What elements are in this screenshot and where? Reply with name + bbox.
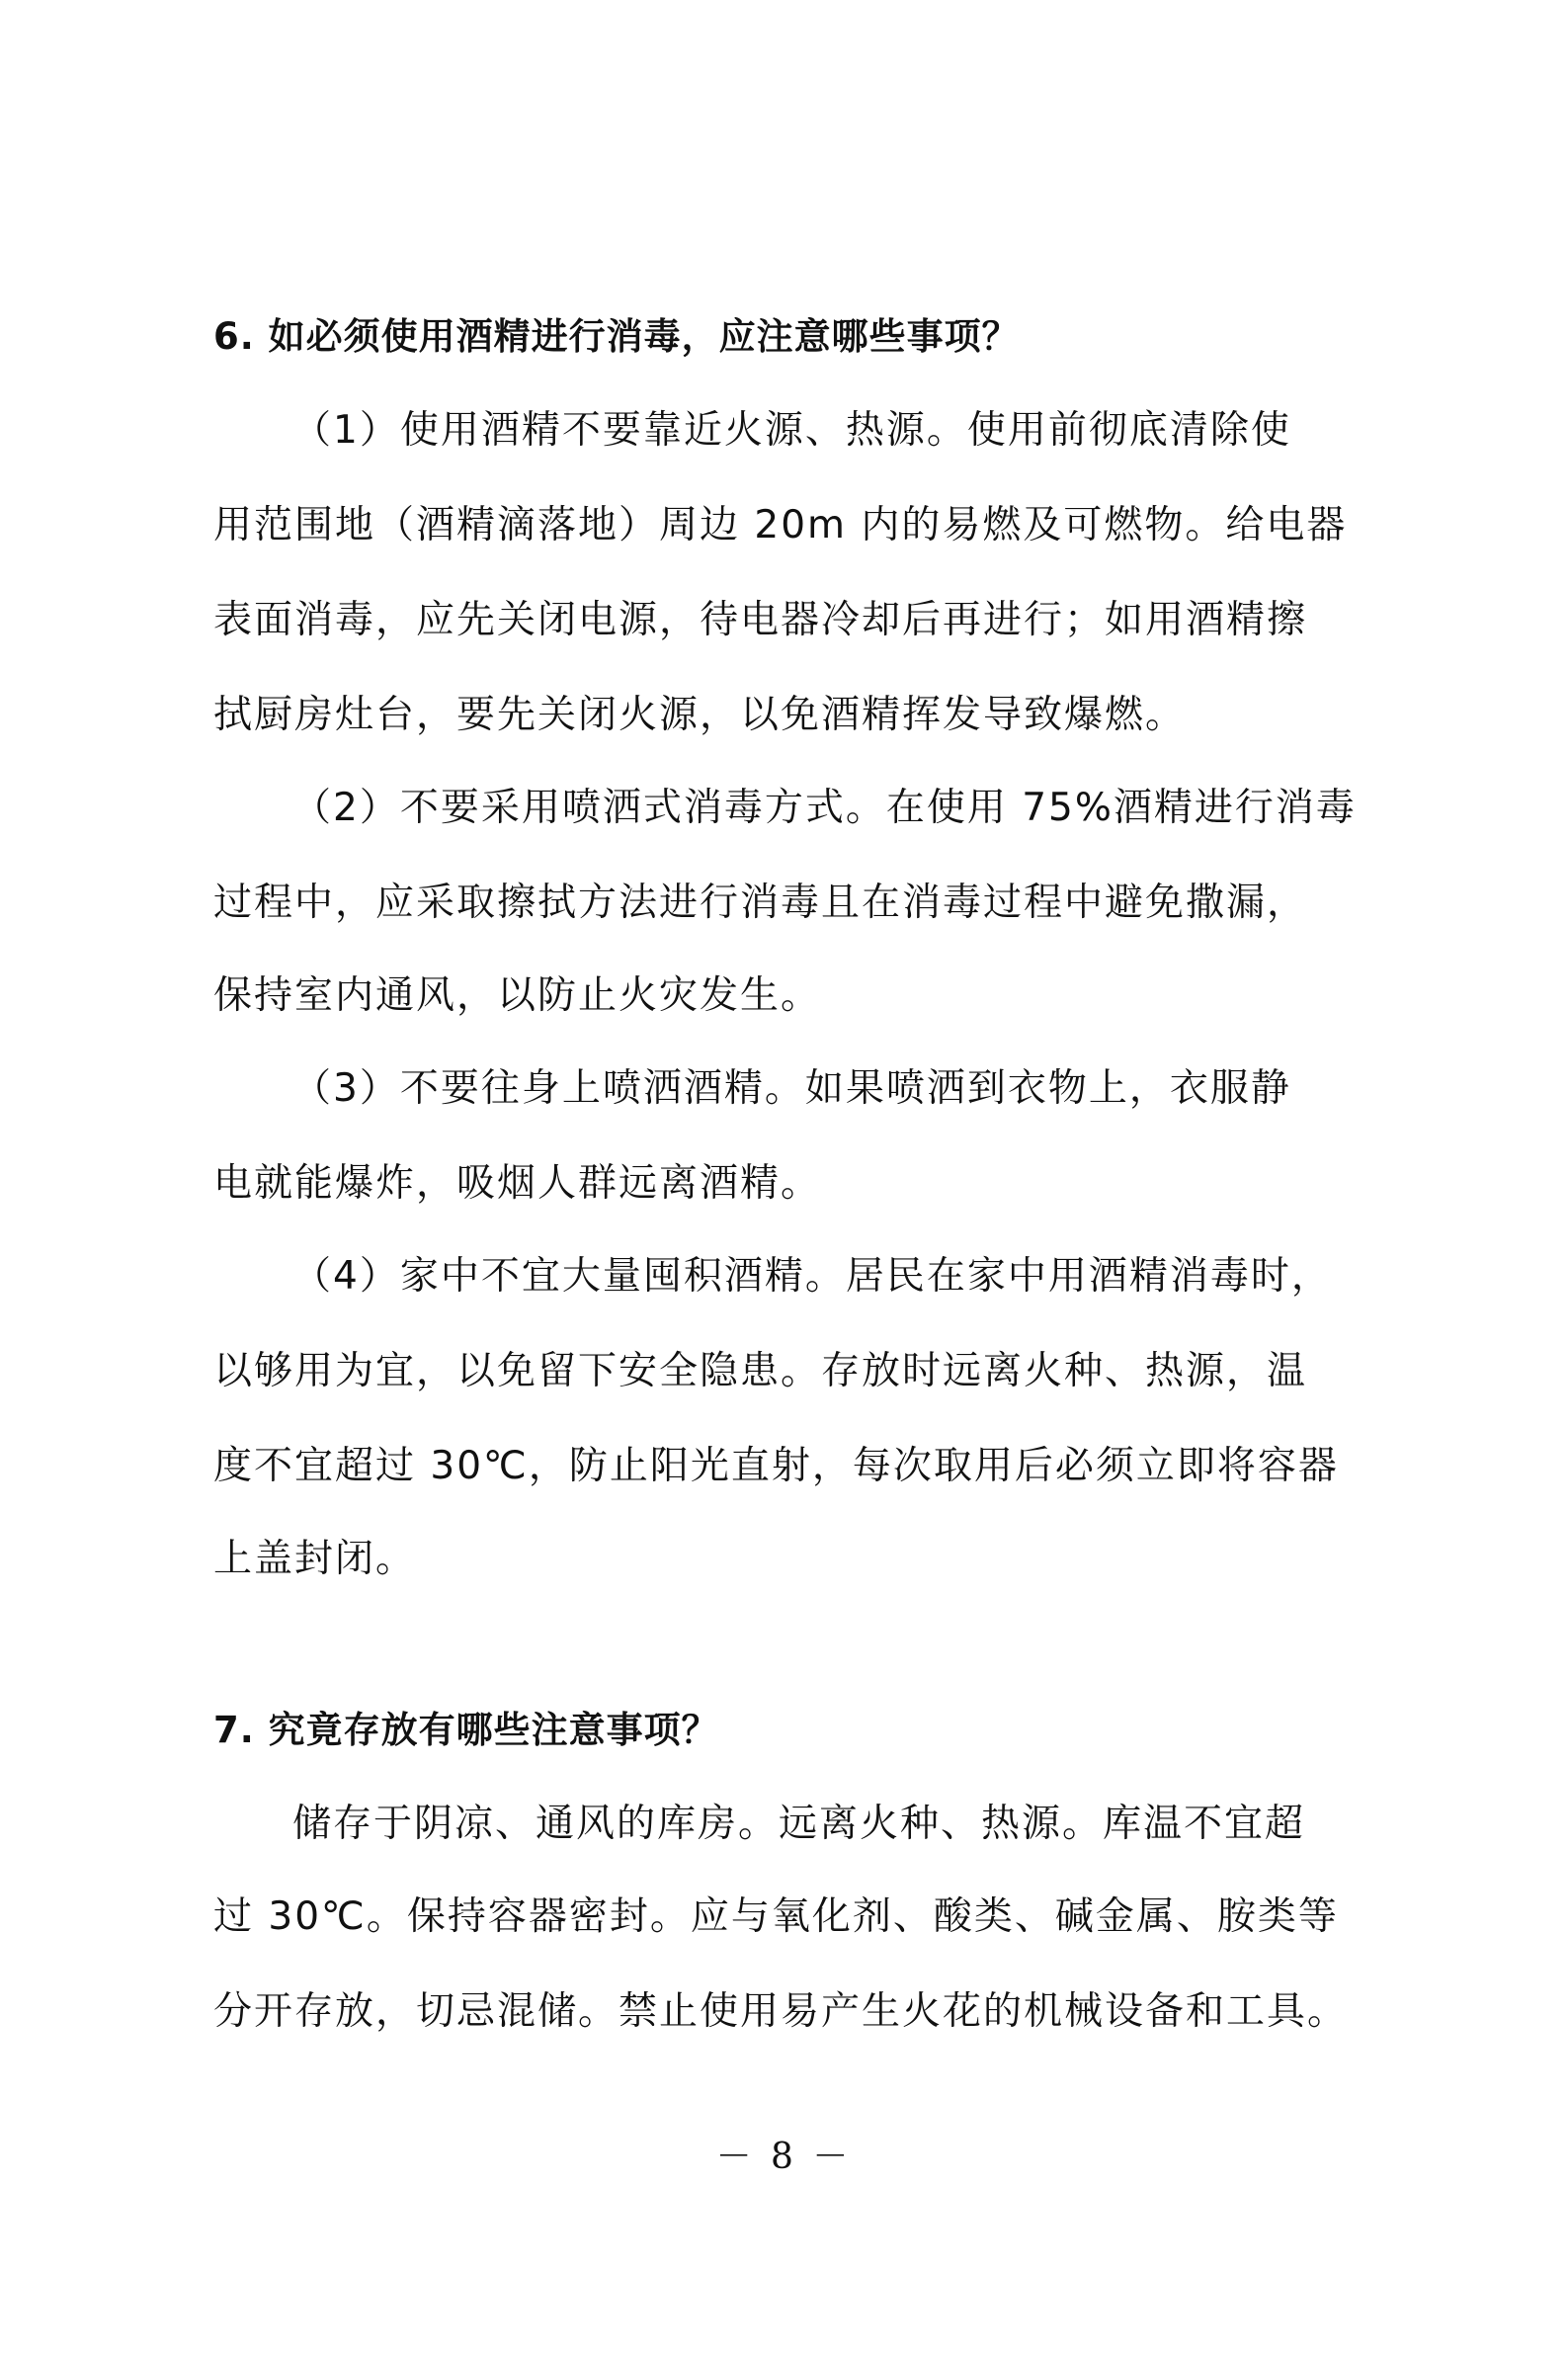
paragraph-line: 储存于阴凉、通风的库房。远离火种、热源。库温不宜超: [292, 1802, 1306, 1846]
section-heading-6: 6. 如必须使用酒精进行消毒，应注意哪些事项？: [213, 315, 1020, 358]
paragraph-line: 以够用为宜，以免留下安全隐患。存放时远离火种、热源，温: [213, 1349, 1308, 1393]
paragraph-line: 表面消毒，应先关闭电源，待电器冷却后再进行；如用酒精擦: [213, 598, 1308, 642]
paragraph-line: （2）不要采用喷洒式消毒方式。在使用 75%酒精进行消毒: [292, 786, 1357, 830]
paragraph-line: 度不宜超过 30℃，防止阳光直射，每次取用后必须立即将容器: [213, 1444, 1339, 1488]
paragraph-line: 用范围地（酒精滴落地）周边 20m 内的易燃及可燃物。给电器: [213, 503, 1348, 547]
paragraph-line: 保持室内通风，以防止火灾发生。: [213, 973, 822, 1018]
paragraph-line: 过 30℃。保持容器密封。应与氧化剂、酸类、碱金属、胺类等: [213, 1894, 1339, 1939]
paragraph-line: （3）不要往身上喷洒酒精。如果喷洒到衣物上，衣服静: [292, 1066, 1291, 1111]
section-heading-7: 7. 究竟存放有哪些注意事项？: [213, 1709, 719, 1751]
paragraph-line: 拭厨房灶台，要先关闭火源，以免酒精挥发导致爆燃。: [213, 693, 1187, 737]
paragraph-line: 分开存放，切忌混储。禁止使用易产生火花的机械设备和工具。: [213, 1989, 1349, 2034]
paragraph-line: （1）使用酒精不要靠近火源、热源。使用前彻底清除使: [292, 408, 1291, 453]
paragraph-line: 过程中，应采取擦拭方法进行消毒且在消毒过程中避免撒漏，: [213, 881, 1308, 925]
page-number: － 8 －: [715, 2137, 853, 2177]
paragraph-line: 上盖封闭。: [213, 1537, 417, 1581]
paragraph-line: 电就能爆炸，吸烟人群远离酒精。: [213, 1161, 822, 1206]
paragraph-line: （4）家中不宜大量囤积酒精。居民在家中用酒精消毒时，: [292, 1254, 1332, 1299]
